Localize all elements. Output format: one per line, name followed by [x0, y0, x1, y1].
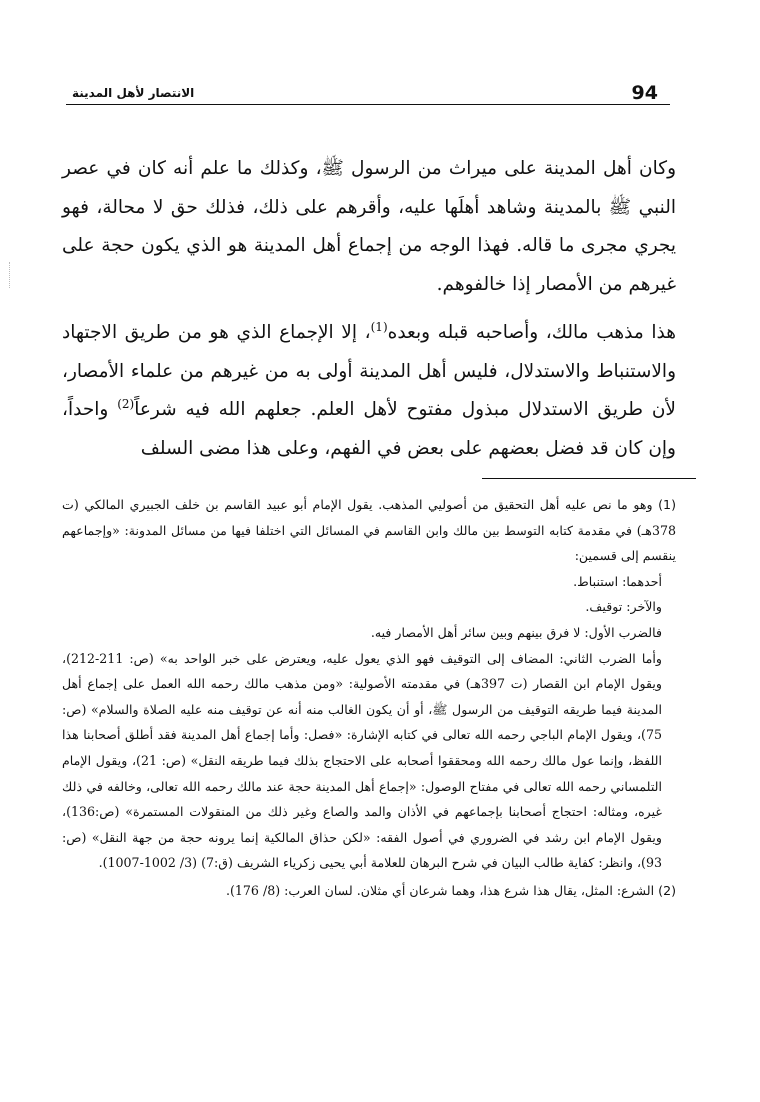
body-paragraph-1: وكان أهل المدينة على ميراث من الرسول ﷺ، وكذلك ما علم أنه كان في عصر النبي ﷺ بالمدينة وشاهد أهلَها عليه، وأقرهم على ذلك، فذلك حق لا محالة، فهو يجري مجرى ما قاله. فهذا الوجه من إجماع أهل المدينة هو الذي يكون حجة على غيرهم من الأمصار إذا خالفوهم. [62, 158, 676, 295]
footnotes [62, 492, 676, 904]
paragraph-2-part-2: ، إلا الإجماع الذي هو من طريق الاجتهاد والاستنباط والاستدلال، فليس أهل المدينة أولى به من غيرهم من علماء الأمصار، لأن طريق الاستدلال مبذول مفتوح لأهل العلم. جعلهم الله فيه شرعاً [62, 322, 676, 420]
page-number: 94 [631, 82, 658, 104]
footnote-2-text: الشرع: المثل، يقال هذا شرع هذا، وهما شرعان أي مثلان. لسان العرب: (8/ 176). [225, 882, 655, 898]
paragraph-2-part-3: واحداً، وإن كان قد فضل بعضهم على بعض في الفهم، وعلى هذا مضى السلف [62, 399, 676, 459]
footnote-2-number: (2) [658, 882, 676, 898]
footnote-separator [482, 478, 696, 479]
footnote-1-line-4: فالضرب الأول: لا فرق بينهم وبين سائر أهل الأمصار فيه. [370, 624, 662, 640]
page-header [66, 78, 670, 105]
margin-dots [9, 262, 12, 288]
footnote-mark-1[interactable]: (1) [370, 319, 388, 334]
footnote-1-number: (1) [658, 497, 676, 512]
footnote-1-line-2: أحدهما: استنباط. [573, 573, 662, 589]
footnote-1-body [62, 569, 676, 876]
footnote-1-line-3: والآخر: توقيف. [585, 599, 662, 615]
running-title: الانتصار لأهل المدينة [72, 86, 195, 100]
footnote-1-line-1: وهو ما نص عليه أهل التحقيق من أصوليي المذهب. يقول الإمام أبو عبيد القاسم بن خلف الجبيري المالكي (ت 378هـ) في مقدمة كتابه التوسط بين مالك وابن القاسم في المسائل التي اختلفا فيها من مسائل المدونة: «وإجماعهم ينقسم إلى قسمين: [62, 497, 676, 564]
main-text [62, 150, 676, 468]
paragraph-2-part-1: هذا مذهب مالك، وأصاحبه قبله وبعده [387, 322, 676, 343]
body-paragraph-2 [62, 314, 676, 468]
footnote-1-line-5: وأما الضرب الثاني: المضاف إلى التوقيف فهو الذي يعول عليه، ويعترض على خبر الواحد به» (ص: 211-212)، ويقول الإمام ابن القصار (ت 397هـ) في مقدمته الأصولية: «ومن مذهب مالك رحمه الله العمل على إجماع أهل المدينة فيما طريقه التوقيف من الرسول ﷺ، أو أن يكون الغالب منه أنه عن توقيف منه عليه الصلاة والسلام» (ص: 75)، ويقول الإمام الباجي رحمه الله تعالى في كتابه الإشارة: «فصل: وأما إجماع أهل المدينة فقد أطلق أصحابنا هذا اللفظ، وإنما عول مالك رحمه الله ومحققوا أصحابه على الاحتجاج بذلك فيما طريقه النقل» (ص: 21)، ويقول الإمام التلمساني رحمه الله تعالى في مفتاح الوصول: «إجماع أهل المدينة حجة عند مالك رحمه الله تعالى، وخالفه في ذلك غيره، ومثاله: احتجاج أصحابنا بإجماعهم في الأذان والمد والصاع وغير ذلك من المنقولات المستمرة» (ص:136)، ويقول الإمام ابن رشد في الضروري في أصول الفقه: «لكن حذاق المالكية إنما يرونه حجة من جهة النقل» (ص: 93)، وانظر: كفاية طالب البيان في شرح البرهان للعلامة أبي يحيى زكرياء الشريف (ق:7) (3/ 1002-1007). [62, 650, 662, 871]
footnote-2 [62, 878, 676, 904]
footnote-mark-2[interactable]: (2) [117, 396, 135, 411]
footnote-1 [62, 492, 676, 876]
